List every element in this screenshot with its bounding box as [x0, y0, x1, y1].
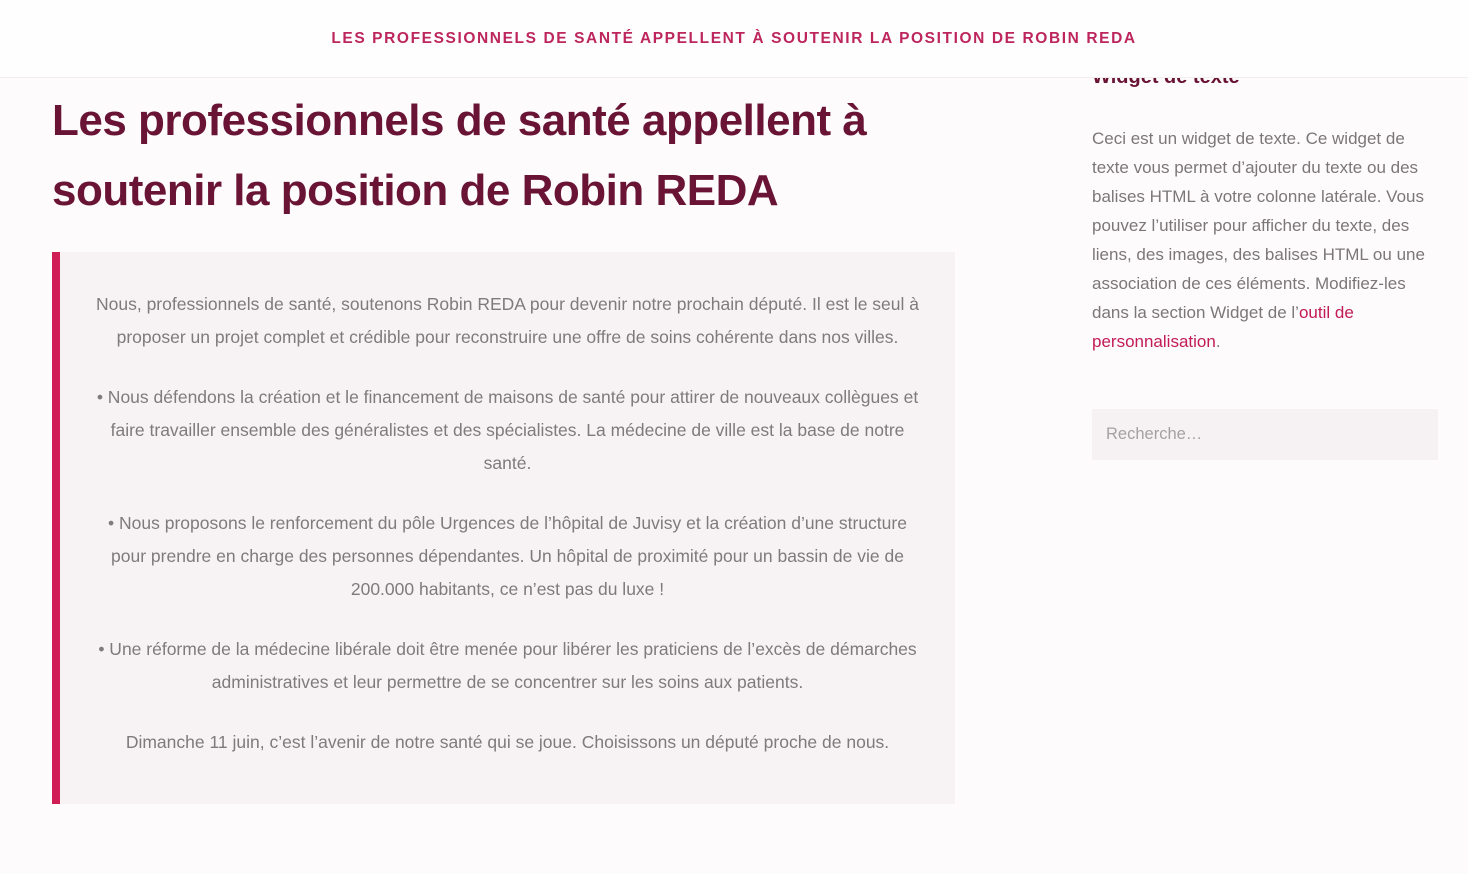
quote-paragraph-3: • Nous proposons le renforcement du pôle Urgences de l’hôpital de Juvisy et la création d’une structure pour prendre en charge des personnes dépendantes. Un hôpital de proximité pour un bassin de vie de 200.000 habitants, ce n’est pas du luxe !: [108, 513, 907, 599]
site-header: [0, 0, 1468, 78]
footer-strip: [0, 874, 1468, 893]
quote-paragraph-1: Nous, professionnels de santé, soutenons Robin REDA pour devenir notre prochain député. Il est le seul à proposer un projet complet et crédible pour reconstruire une offre de soins cohérente dans nos villes.: [96, 294, 920, 347]
sticky-post-title-link[interactable]: LES PROFESSIONNELS DE SANTÉ APPELLENT À SOUTENIR LA POSITION DE ROBIN REDA: [331, 29, 1137, 47]
sidebar: [1092, 64, 1438, 460]
article-quote: [52, 252, 955, 804]
search-input[interactable]: [1092, 409, 1438, 460]
quote-paragraph-5: Dimanche 11 juin, c’est l’avenir de notre santé qui se joue. Choisissons un député proche de nous.: [125, 732, 890, 752]
text-widget-body-text: Ceci est un widget de texte. Ce widget de texte vous permet d’ajouter du texte ou des balises HTML à votre colonne latérale. Vous pouvez l’utiliser pour afficher du texte, des liens, des images, des balises HTML ou une association de ces éléments. Modifiez-les dans la section Widget de l’: [1092, 129, 1425, 322]
page-title: Les professionnels de santé appellent à soutenir la position de Robin REDA: [52, 96, 867, 215]
text-widget-body: [1092, 124, 1438, 356]
customizer-link[interactable]: outil de personnalisation: [1092, 303, 1354, 351]
article: [52, 86, 955, 804]
quote-paragraph-4: • Une réforme de la médecine libérale doit être menée pour libérer les praticiens de l’excès de démarches administratives et leur permettre de se concentrer sur les soins aux patients.: [98, 639, 917, 692]
text-widget-body-period: .: [1215, 332, 1221, 351]
quote-paragraph-2: • Nous défendons la création et le financement de maisons de santé pour attirer de nouveaux collègues et faire travailler ensemble des généralistes et des spécialistes. La médecine de ville est la base de notre santé.: [96, 387, 919, 473]
